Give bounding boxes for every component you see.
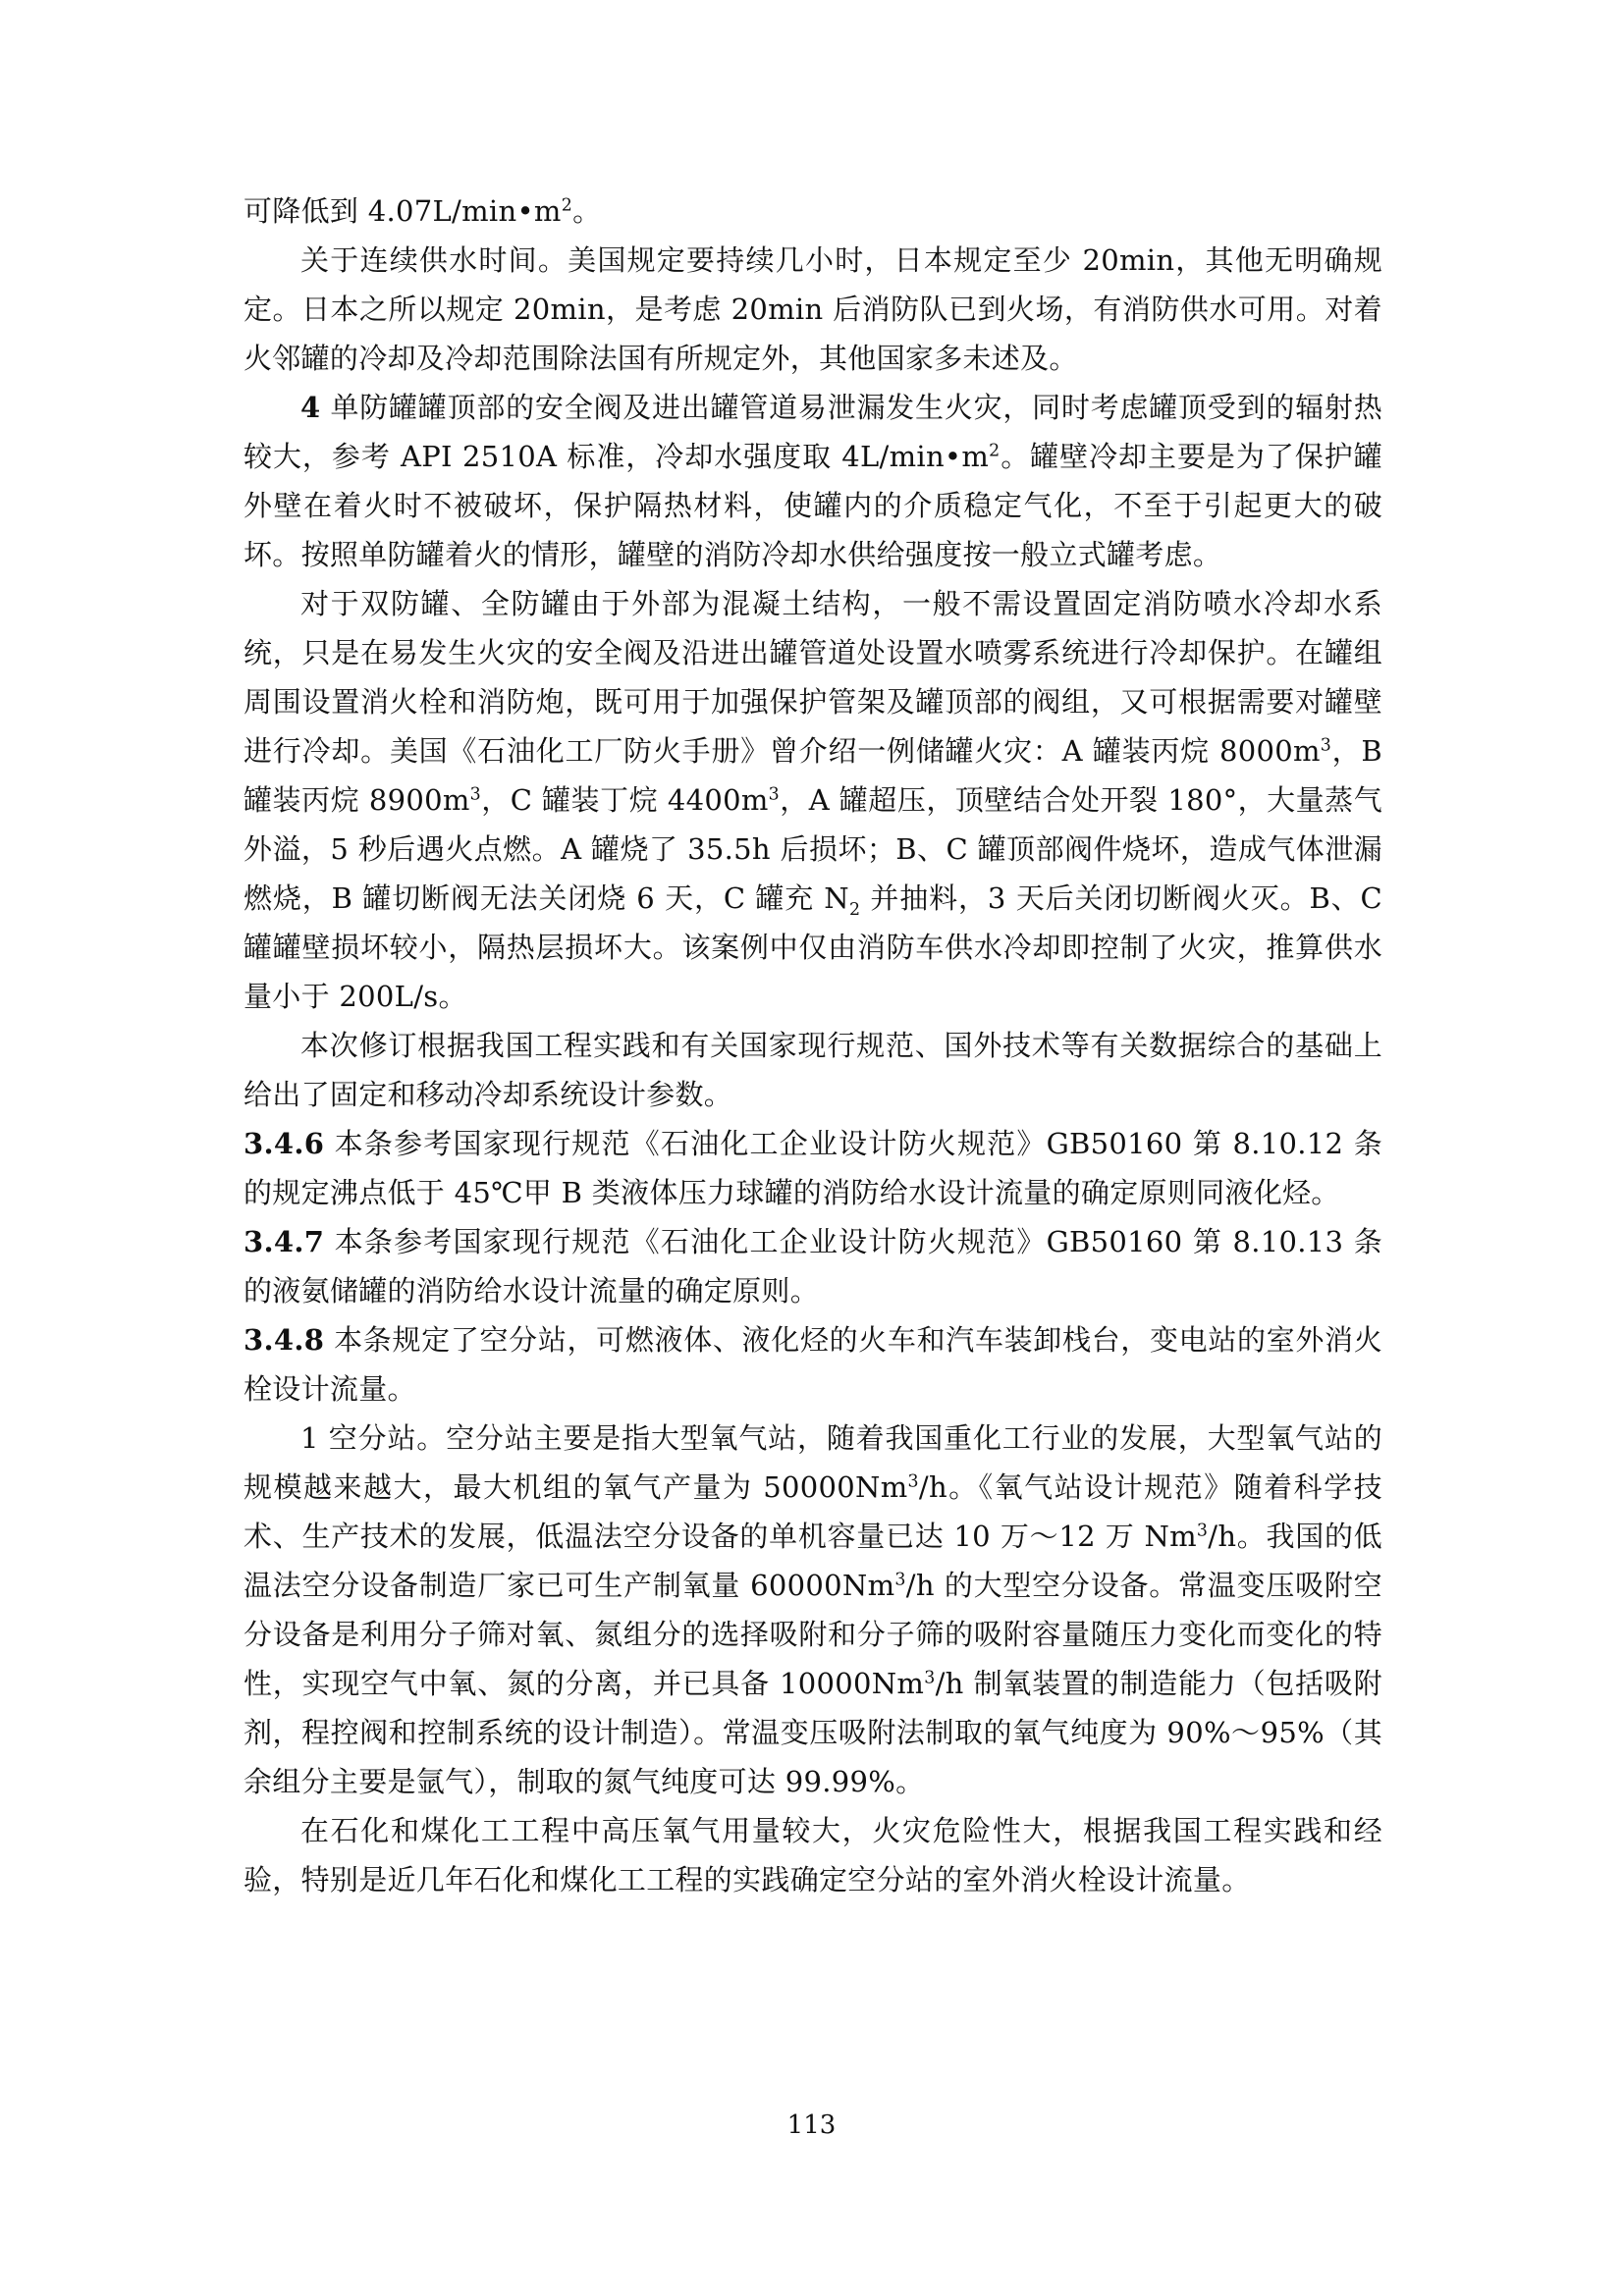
- superscript: 2: [561, 195, 573, 216]
- paragraph-9-text-c: /h。我国的低温法空分设备制造厂家已可生产制氧量 60000Nm: [243, 1520, 1382, 1602]
- superscript: 3: [907, 1471, 919, 1492]
- paragraph-9-text-a: 1 空分站。空分站主要是指大型氧气站，随着我国重化工行业的发展，大型氧气站的规模越来越大，最大机组的氧气产量为 50000Nm: [243, 1421, 1382, 1504]
- superscript: 3: [469, 784, 482, 805]
- page-number: 113: [786, 2110, 837, 2140]
- page-body: [243, 187, 1382, 1904]
- paragraph-5: 本次修订根据我国工程实践和有关国家现行规范、国外技术等有关数据综合的基础上给出了固定和移动冷却系统设计参数。: [243, 1029, 1382, 1111]
- superscript: 3: [768, 784, 781, 805]
- clause-number: 3.4.7: [243, 1225, 325, 1258]
- clause-3-4-6: [243, 1119, 1382, 1217]
- paragraph-4-text-b: ，B 罐装丙烷 8900m: [243, 734, 1382, 817]
- paragraph-4-text-d: ，A 罐超压，顶壁结合处开裂 180°，大量蒸气外溢，5 秒后遇火点燃。A 罐烧了 35.5h 后损坏；B、C 罐顶部阀件烧坏，造成气体泄漏燃烧，B 罐切断阀无法关闭烧 6 天，C 罐充 N: [243, 783, 1382, 915]
- clause-3-4-8: [243, 1315, 1382, 1414]
- paragraph-1-text: 可降低到 4.07L/min•m: [243, 194, 562, 228]
- paragraph-3: [243, 383, 1382, 579]
- paragraph-3-text-b: 。罐壁冷却主要是为了保护罐外壁在着火时不被破坏，保护隔热材料，使罐内的介质稳定气化，不至于引起更大的破坏。按照单防罐着火的情形，罐壁的消防冷却水供给强度按一般立式罐考虑。: [243, 440, 1383, 571]
- superscript: 3: [924, 1668, 936, 1688]
- superscript: 3: [894, 1570, 906, 1590]
- superscript: 2: [989, 441, 1001, 461]
- paragraph-2: 关于连续供水时间。美国规定要持续几小时，日本规定至少 20min，其他无明确规定。日本之所以规定 20min，是考虑 20min 后消防队已到火场，有消防供水可用。对着火邻罐的冷却及冷却范围除法国有所规定外，其他国家多未述及。: [243, 243, 1382, 375]
- clause-text: 本条参考国家现行规范《石油化工企业设计防火规范》GB50160 第 8.10.12 条的规定沸点低于 45℃甲 B 类液体压力球罐的消防给水设计流量的确定原则同液化烃。: [243, 1127, 1382, 1209]
- paragraph-9-text-e: /h 制氧装置的制造能力（包括吸附剂，程控阀和控制系统的设计制造）。常温变压吸附法制取的氧气纯度为 90%～95%（其余组分主要是氩气），制取的氮气纯度可达 99.99%。: [243, 1667, 1382, 1798]
- clause-3-4-7: [243, 1217, 1382, 1315]
- clause-number: 3.4.8: [243, 1323, 325, 1357]
- superscript: 3: [1320, 735, 1332, 756]
- paragraph-9: [243, 1414, 1382, 1806]
- paragraph-3-text-a: 单防罐罐顶部的安全阀及进出罐管道易泄漏发生火灾，同时考虑罐顶受到的辐射热较大，参考 API 2510A 标准，冷却水强度取 4L/min•m: [243, 391, 1382, 473]
- paragraph-4: [243, 579, 1382, 1021]
- paragraph-9-text-b: /h。《氧气站设计规范》随着科学技术、生产技术的发展，低温法空分设备的单机容量已达 10 万～12 万 Nm: [243, 1470, 1382, 1553]
- clause-text: 本条规定了空分站，可燃液体、液化烃的火车和汽车装卸栈台，变电站的室外消火栓设计流量。: [243, 1323, 1382, 1406]
- paragraph-4-text-c: ，C 罐装丁烷 4400m: [481, 783, 769, 817]
- paragraph-4-text-a: 对于双防罐、全防罐由于外部为混凝土结构，一般不需设置固定消防喷水冷却水系统，只是在易发生火灾的安全阀及沿进出罐管道处设置水喷雾系统进行冷却保护。在罐组周围设置消火栓和消防炮，既可用于加强保护管架及罐顶部的阀组，又可根据需要对罐壁进行冷却。美国《石油化工厂防火手册》曾介绍一例储罐火灾：A 罐装丙烷 8000m: [243, 587, 1382, 768]
- subscript: 2: [848, 899, 861, 920]
- clause-number: 3.4.6: [243, 1127, 325, 1160]
- clause-text: 本条参考国家现行规范《石油化工企业设计防火规范》GB50160 第 8.10.13 条的液氨储罐的消防给水设计流量的确定原则。: [243, 1225, 1382, 1308]
- item-number: 4: [300, 391, 321, 424]
- superscript: 3: [1196, 1521, 1209, 1541]
- paragraph-10: 在石化和煤化工工程中高压氧气用量较大，火灾危险性大，根据我国工程实践和经验，特别是近几年石化和煤化工工程的实践确定空分站的室外消火栓设计流量。: [243, 1814, 1382, 1896]
- paragraph-1-tail: 。: [572, 194, 602, 228]
- paragraph-9-text-d: /h 的大型空分设备。常温变压吸附空分设备是利用分子筛对氧、氮组分的选择吸附和分子筛的吸附容量随压力变化而变化的特性，实现空气中氧、氮的分离，并已具备 10000Nm: [243, 1569, 1382, 1700]
- paragraph-1: [243, 187, 1382, 236]
- paragraph-4-text-e: 并抽料，3 天后关闭切断阀火灭。B、C 罐罐壁损坏较小，隔热层损坏大。该案例中仅由消防车供水冷却即控制了火灾，推算供水量小于 200L/s。: [243, 881, 1382, 1013]
